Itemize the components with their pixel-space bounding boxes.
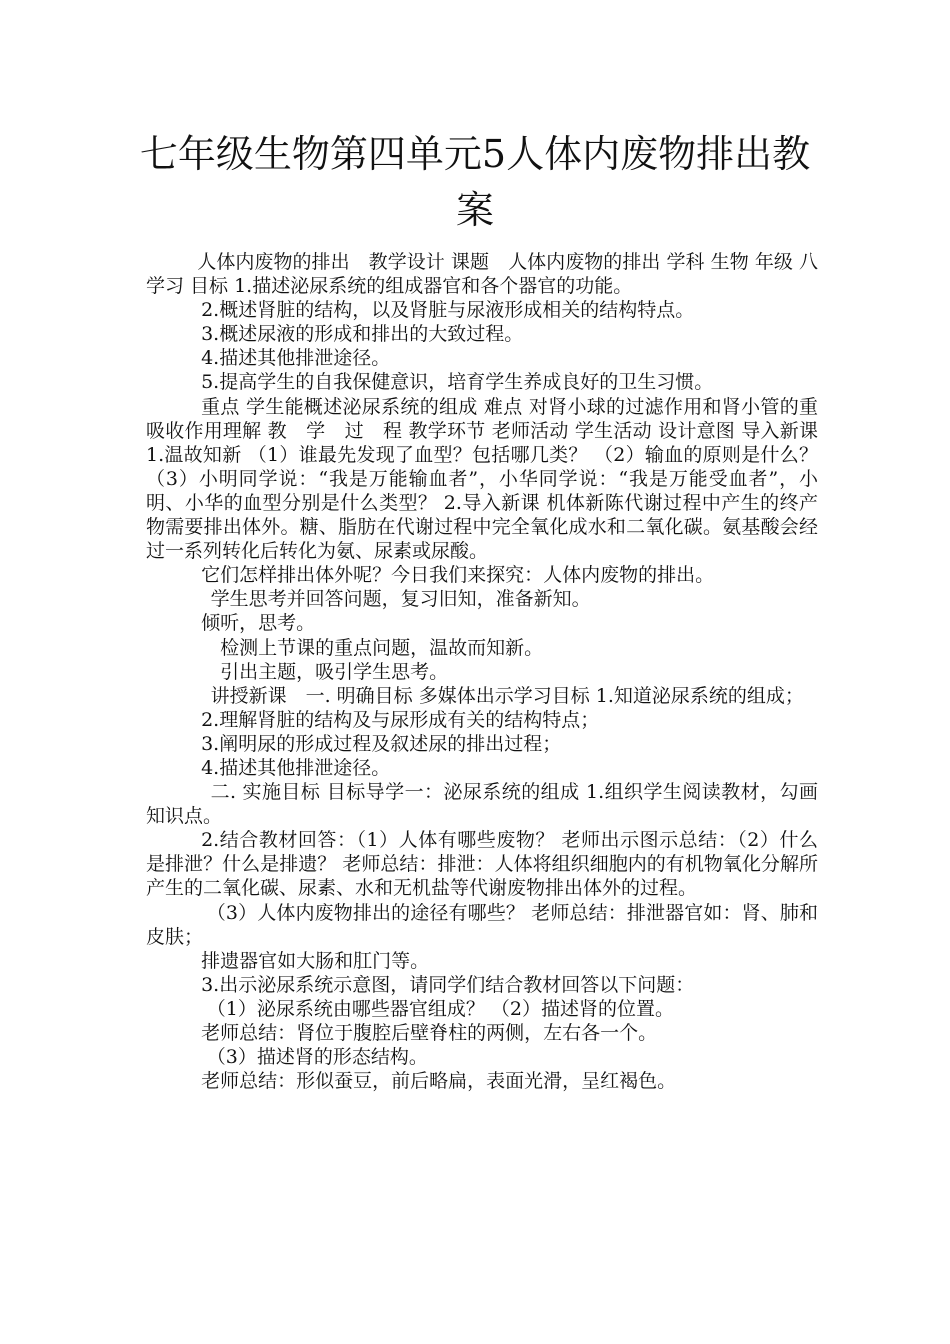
paragraph: 重点 学生能概述泌尿系统的组成 难点 对肾小球的过滤作用和肾小管的重吸收作用理解 教 学 过 程 教学环节 老师活动 学生活动 设计意图 导入新课 1.温故知新 （1）谁最先发现了血型？包括哪几类？ （2）输血的原则是什么？ （3）小明同学说：“我是万能输血者”，小华同学说：“我是万能受血者”，小明、小华的血型分别是什么类型？ 2.导入新课 机体新陈代谢过程中产生的终产物需要排出体外。糖、脂肪在代谢过程中完全氧化成水和二氧化碳。氨基酸会经过一系列转化后转化为氨、尿素或尿酸。 [146,395,818,563]
paragraph: 2.理解肾脏的结构及与尿形成有关的结构特点； [201,708,600,731]
paragraph: 学生思考并回答问题，复习旧知，准备新知。 [210,588,591,611]
paragraph: （3）人体内废物排出的途径有哪些？ 老师总结：排泄器官如：肾、肺和皮肤； [146,901,818,948]
paragraph: 排遗器官如大肠和肛门等。 [201,949,430,972]
paragraph: 3.出示泌尿系统示意图，请同学们结合教材回答以下问题： [201,973,695,996]
paragraph: 3.阐明尿的形成过程及叙述尿的排出过程； [201,732,562,755]
paragraph: 它们怎样排出体外呢？今日我们来探究：人体内废物的排出。 [201,564,715,587]
paragraph: 2.概述肾脏的结构，以及肾脏与尿液形成相关的结构特点。 [201,299,695,322]
paragraph: （3）描述肾的形态结构。 [206,1046,428,1069]
document-body [146,250,818,1093]
paragraph: 人体内废物的排出 教学设计 课题 人体内废物的排出 学科 生物 年级 八 学习 目标 1.描述泌尿系统的组成器官和各个器官的功能。 [146,251,818,298]
paragraph: 老师总结：形似蚕豆，前后略扁，表面光滑，呈红褐色。 [201,1070,677,1093]
document-title: 七年级生物第四单元5人体内废物排出教案 [139,132,811,232]
paragraph: 4.描述其他排泄途径。 [201,347,391,370]
paragraph: （1）泌尿系统由哪些器官组成？ （2）描述肾的位置。 [206,997,675,1020]
paragraph: 老师总结：肾位于腹腔后壁脊柱的两侧，左右各一个。 [201,1022,658,1044]
paragraph: 讲授新课 一. 明确目标 多媒体出示学习目标 1.知道泌尿系统的组成； [210,684,804,707]
paragraph: 引出主题，吸引学生思考。 [220,660,449,683]
paragraph: 检测上节课的重点问题，温故而知新。 [220,636,544,659]
paragraph: 3.概述尿液的形成和排出的大致过程。 [201,323,524,346]
paragraph: 5.提高学生的自我保健意识，培育学生养成良好的卫生习惯。 [201,371,714,394]
paragraph: 倾听，思考。 [201,612,316,635]
paragraph: 4.描述其他排泄途径。 [201,756,391,779]
paragraph: 二. 实施目标 目标导学一：泌尿系统的组成 1.组织学生阅读教材，勾画知识点。 [146,781,818,828]
paragraph: 2.结合教材回答：（1）人体有哪些废物？ 老师出示图示总结：（2）什么是排泄？什么是排遗？ 老师总结：排泄：人体将组织细胞内的有机物氧化分解所产生的二氧化碳、尿素、水和无机盐等代谢废物排出体外的过程。 [146,829,818,900]
